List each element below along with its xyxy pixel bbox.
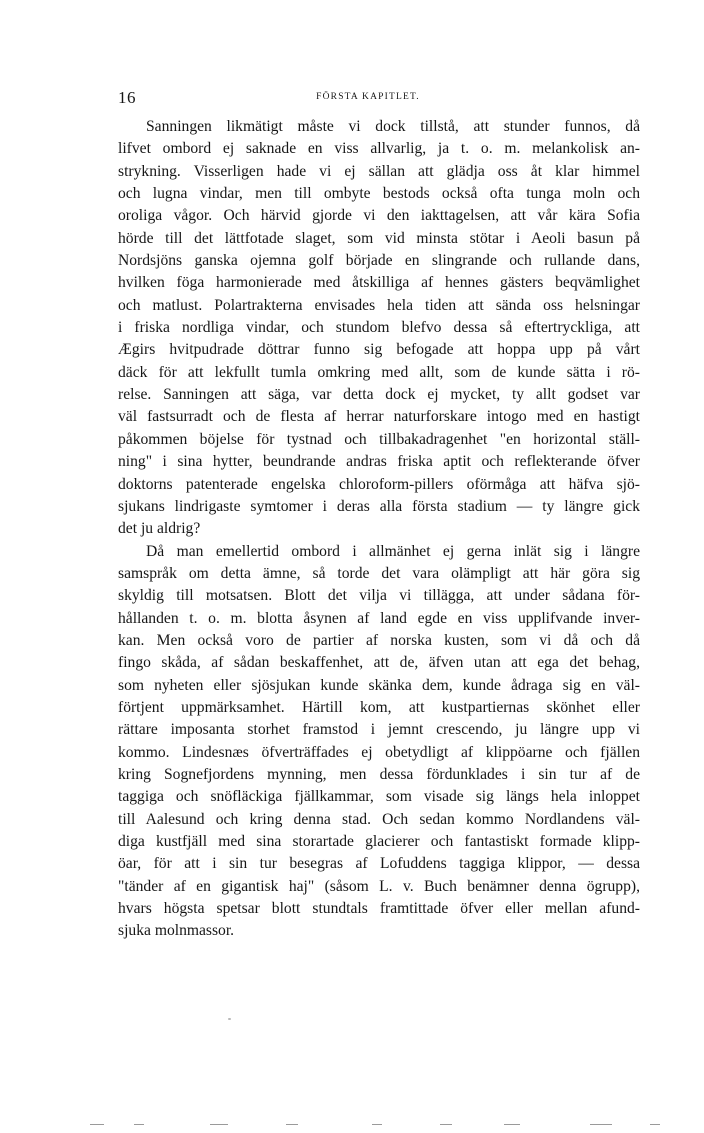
page-number: 16 bbox=[118, 88, 136, 107]
text-line: Ægirs hvitpudrade döttrar funno sig befogade att hoppa upp på vårt bbox=[118, 341, 640, 359]
text-line: förtjent uppmärksamhet. Härtill kom, att kustpartiernas skönhet eller bbox=[118, 698, 640, 716]
scan-mark bbox=[504, 1124, 520, 1125]
text-line: däck för att lekfullt tumla omkring med allt, som de kunde sätta i rö- bbox=[118, 363, 640, 381]
running-title: FÖRSTA KAPITLET. bbox=[316, 92, 420, 102]
text-line: rättare imposanta storhet framstod i jemnt crescendo, ju längre upp vi bbox=[118, 721, 640, 739]
text-line: "tänder af en gigantisk haj" (såsom L. v. Buch benämner denna ögrupp), bbox=[118, 877, 640, 895]
paragraph-1 bbox=[118, 116, 640, 541]
text-line: kring Sognefjordens mynning, men dessa fördunklades i sin tur af de bbox=[118, 765, 640, 783]
running-head bbox=[108, 88, 628, 108]
text-line: relse. Sanningen att säga, var detta dock ej mycket, ty allt godset var bbox=[118, 386, 640, 404]
text-line: Då man emellertid ombord i allmänhet ej gerna inlät sig i längre bbox=[146, 542, 640, 560]
scan-mark bbox=[372, 1124, 382, 1125]
text-line: hvilken föga harmonierade med åtskilliga af hennes gästers beqvämlighet bbox=[118, 274, 640, 292]
text-line: Nordsjöns ganska ojemna golf började en slingrande och rullande dans, bbox=[118, 252, 640, 270]
text-line: i friska nordliga vindar, och stundom blefvo dessa så eftertryckliga, att bbox=[118, 319, 640, 337]
text-line: lifvet ombord ej saknade en viss allvarlig, ja t. o. m. melankolisk an- bbox=[118, 140, 640, 158]
text-line: kommo. Lindesnæs öfverträffades ej obetydligt af klippöarne och fjällen bbox=[118, 743, 640, 761]
text-line: öar, för att i sin tur besegras af Lofuddens taggiga klippor, — dessa bbox=[118, 855, 640, 873]
text-line: det ju aldrig? bbox=[118, 520, 201, 538]
text-line: hvars högsta spetsar blott stundtals framtittade öfver eller mellan afund- bbox=[118, 900, 640, 918]
text-line: fingo skåda, af sådan beskaffenhet, att de, äfven utan att ega det behag, bbox=[118, 654, 640, 672]
text-line: och matlust. Polartrakterna envisades hela tiden att sända oss helsningar bbox=[118, 296, 640, 314]
scan-mark bbox=[134, 1124, 144, 1125]
paragraph-2 bbox=[118, 541, 640, 943]
body-text bbox=[118, 116, 640, 943]
text-line: till Aalesund och kring denna stad. Och sedan kommo Nordlandens väl- bbox=[118, 810, 640, 828]
scan-mark bbox=[590, 1124, 612, 1125]
text-line: påkommen böjelse för tystnad och tillbakadragenhet "en horizontal ställ- bbox=[118, 430, 640, 448]
text-line: hållanden t. o. m. blotta åsynen af land egde en viss upplifvande inver- bbox=[118, 609, 640, 627]
text-line: samspråk om detta ämne, så torde det vara olämpligt att här göra sig bbox=[118, 564, 640, 582]
text-line: kan. Men också voro de partier af norska kusten, som vi då och då bbox=[118, 631, 640, 649]
scan-mark bbox=[210, 1124, 228, 1125]
print-speck bbox=[228, 1018, 231, 1020]
text-line: Sanningen likmätigt måste vi dock tillstå, att stunder funnos, då bbox=[146, 118, 640, 135]
scan-mark bbox=[286, 1124, 298, 1125]
text-line: sjuka molnmassor. bbox=[118, 922, 235, 940]
scan-edge-marks bbox=[90, 1124, 690, 1130]
text-line: väl fastsurradt och de flesta af herrar naturforskare intogo med en hastigt bbox=[118, 408, 640, 426]
scan-mark bbox=[440, 1124, 452, 1125]
text-line: strykning. Visserligen hade vi ej sällan att glädja oss åt klar himmel bbox=[118, 162, 640, 180]
text-line: och lugna vindar, men till ombyte bestods också ofta tunga moln och bbox=[118, 185, 640, 203]
text-line: oroliga vågor. Och härvid gjorde vi den iakttagelsen, att vår kära Sofia bbox=[118, 207, 640, 225]
text-line: taggiga och snöfläckiga fjällkammar, som visade sig längs hela inloppet bbox=[118, 788, 640, 806]
text-line: doktorns patenterade engelska chloroform-pillers oförmåga att häfva sjö- bbox=[118, 475, 640, 493]
text-line: hörde till det lättfotade slaget, som vid minsta stötar i Aeoli basun på bbox=[118, 229, 640, 247]
scan-mark bbox=[650, 1124, 660, 1125]
text-line: som nyheten eller sjösjukan kunde skänka dem, kunde ådraga sig en väl- bbox=[118, 676, 640, 694]
scan-mark bbox=[90, 1124, 104, 1125]
text-line: sjukans lindrigaste symtomer i deras alla första stadium — ty längre gick bbox=[118, 497, 640, 515]
text-line: ning" i sina hytter, beundrande andras friska aptit och reflekterande öfver bbox=[118, 453, 640, 471]
text-line: diga kustfjäll med sina storartade glacierer och fantastiskt formade klipp- bbox=[118, 833, 640, 850]
text-line: skyldig till motsatsen. Blott det vilja vi tillägga, att under sådana för- bbox=[118, 587, 640, 605]
